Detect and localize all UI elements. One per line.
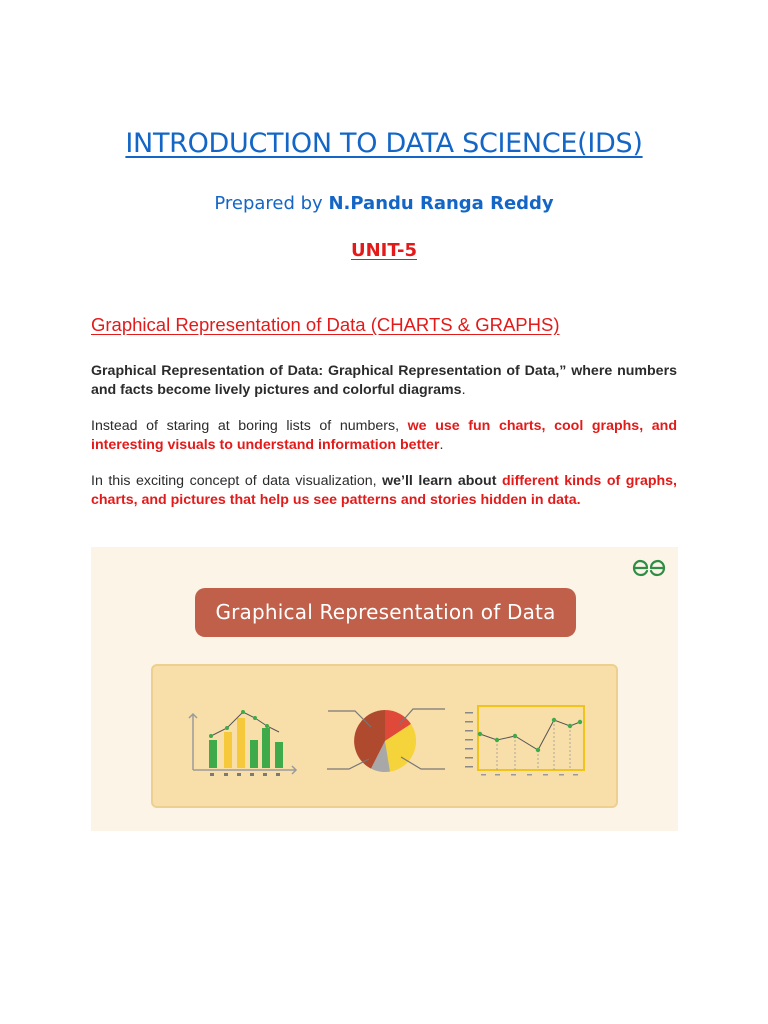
paragraph-visualization-highlight: different kinds of graphs, charts, and pictures that help us see patterns and stories hidden in data.	[91, 473, 677, 508]
unit-label: UNIT-5	[350, 240, 417, 261]
section-heading: Graphical Representation of Data (CHARTS & GRAPHS)	[91, 314, 560, 335]
paragraph-intro-end: .	[461, 382, 466, 398]
illustration-board	[151, 664, 618, 808]
paragraph-intro-text: Graphical Representation of Data: Graphical Representation of Data,” where numbers and facts become lively pictures and colorful diagrams	[91, 363, 677, 398]
paragraph-charts-lead: Instead of staring at boring lists of numbers,	[91, 418, 408, 434]
paragraph-charts-highlight: we use fun charts, cool graphs, and interesting visuals to understand information better	[91, 418, 677, 453]
line-chart-icon	[465, 706, 584, 776]
document-title: INTRODUCTION TO DATA SCIENCE(IDS)	[125, 128, 643, 159]
pie-chart-icon	[327, 709, 445, 772]
gfg-logo-icon	[632, 559, 666, 577]
paragraph-visualization	[91, 472, 677, 510]
paragraph-visualization-lead: In this exciting concept of data visualization,	[91, 473, 383, 489]
prepared-by-line	[0, 193, 768, 214]
paragraph-visualization-bold: we’ll learn about	[382, 473, 502, 489]
paragraph-charts-end: .	[439, 437, 444, 453]
prepared-by-label: Prepared by	[214, 193, 329, 214]
bar-line-chart-icon	[189, 710, 296, 776]
paragraph-charts	[91, 417, 677, 455]
illustration-banner: Graphical Representation of Data	[195, 588, 576, 637]
illustration-image	[91, 547, 678, 831]
author-name: N.Pandu Ranga Reddy	[328, 193, 554, 214]
paragraph-intro	[91, 362, 677, 400]
